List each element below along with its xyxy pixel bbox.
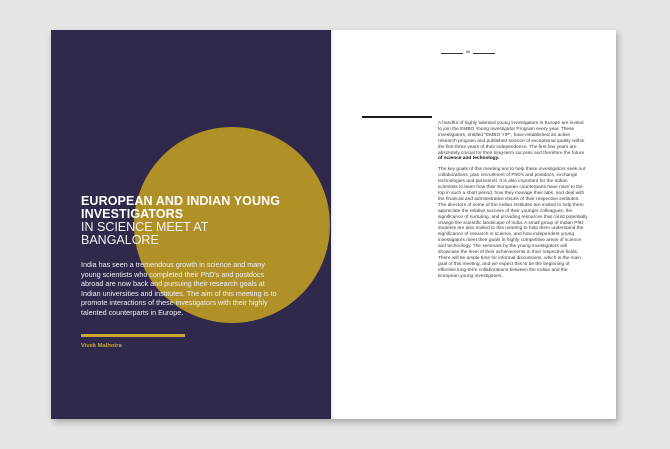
magazine-spread bbox=[51, 30, 616, 419]
folio-rule-right bbox=[473, 53, 495, 54]
accent-rule bbox=[81, 334, 185, 337]
paragraph-1-text: A handful of highly talented young investigators in Europe are invited to join the EMBO Young Investigator Program every year. These investigators, entitled "EMBO YIP", have established an active research program and published science of exceptional quality within the first three years of their independence. The first few years are absolutely crucial for their long-term success and therefore the future bbox=[438, 121, 585, 156]
author-name: Vivek Malhotra bbox=[81, 343, 122, 349]
body-paragraph-2: The key goals of this meeting are to help these investigators seek out collaborations, plan recruitment of PhD's and postdocs, exchange technologies and personnel. It is also important for the Indian scientists to learn how their European counterparts have risen to the top in such a short period, how they manage their labs, and deal with the financial and administrative issues of their respective institutes. The directors of some of the Indian institutes are invited to help them appreciate the relative success of their younger colleagues, the significance of nurturing, and providing resources that could potentially change the scientific landscape of India. A small group of Indian PhD students are also invited to this meeting to help them understand the significance of research in science, and how independent young investigators meet their goals in highly competitive areas of science and technology. The seminars by the young investigators will showcase the level of their achievements in their respective fields. There will be ample time for informal discussions, which is the main goal of this meeting, and we expect this to be the beginning of effective long-term collaborations between the Indian and the European young investigators. bbox=[438, 167, 588, 279]
body-paragraph-1 bbox=[438, 121, 588, 162]
headline-light: IN SCIENCE MEET AT BANGALORE bbox=[81, 220, 209, 247]
right-page bbox=[331, 30, 616, 419]
article-lede: India has seen a tremendous growth in science and many young scientists who completed their PhD's and postdocs abroad are now back and pursuing their research goals at Indian universities and institutes. The aim of this meeting is to promote interactions of these investigators with their highly talented counterparts in Europe. bbox=[81, 260, 277, 317]
headline-bold: EUROPEAN AND INDIAN YOUNG INVESTIGATORS bbox=[81, 194, 281, 221]
paragraph-1-bold: of science and technology. bbox=[438, 156, 500, 162]
article-body bbox=[438, 121, 588, 285]
folio-rule-left bbox=[441, 53, 463, 54]
page-folio bbox=[441, 49, 491, 57]
left-page bbox=[51, 30, 331, 419]
article-headline bbox=[81, 195, 281, 247]
page-number: 66 bbox=[465, 49, 471, 54]
section-rule bbox=[362, 116, 432, 118]
